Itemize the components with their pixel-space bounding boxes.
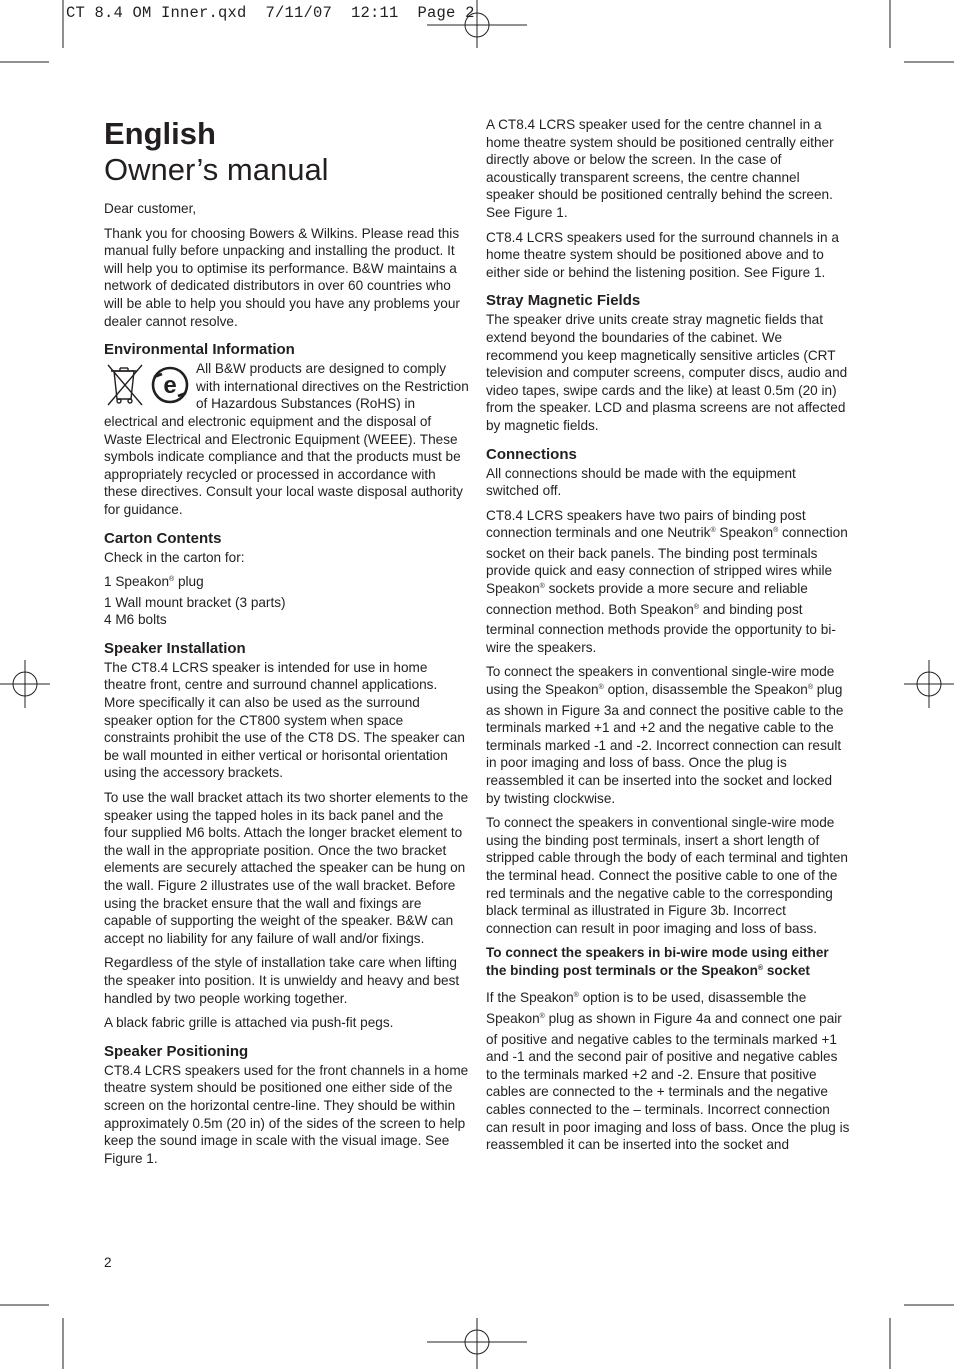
positioning-heading: Speaker Positioning xyxy=(104,1042,249,1060)
page-subtitle: Owner’s manual xyxy=(104,152,329,187)
greeting: Dear customer, xyxy=(104,201,197,216)
carton-heading: Carton Contents xyxy=(104,529,222,547)
stray-magnetic-heading: Stray Magnetic Fields xyxy=(486,292,641,310)
installation-paragraph-4: A black fabric grille is attached via push-fit pegs. xyxy=(104,1015,394,1031)
biwire-paragraph: If the Speakon® option is to be used, disassemble the Speakon® plug as shown in Figure 4a and connect one pair of positive and negative cables to the terminals marked +1 and -1 and the second pair of positive and negative cables to the terminals marked +2 and -2. Ensure that positive cables are connected to the + terminals and the negative cables connected to the – terminals. Incorrect connection can result in poor imaging and loss of bass. Once the plug is reassembled it can be inserted into the socket and xyxy=(486,990,850,1153)
carton-intro: Check in the carton for: xyxy=(104,549,245,565)
page-title: English xyxy=(104,116,216,151)
right-column xyxy=(486,116,850,1154)
environmental-symbols xyxy=(104,363,192,407)
carton-list xyxy=(104,573,470,629)
page-number: 2 xyxy=(104,1255,112,1270)
installation-paragraph-2: To use the wall bracket attach its two shorter elements to the speaker using the tapped holes in its back panel and the four supplied M6 bolts. Attach the longer bracket element to the wall in the appropriate position. Once the two bracket elements are securely attached the speaker can be hung on the wall. Figure 2 illustrates use of the wall bracket. Before using the bracket ensure that the wall and fixings are capable of supporting the weight of the speaker. B&W can accept no liability for any failure of wall and/or fixings. xyxy=(104,790,469,946)
svg-text:e: e xyxy=(163,372,177,400)
connections-paragraph-2: CT8.4 LCRS speakers have two pairs of binding post connection terminals and one Neutrik® Speakon® connection socket on their back panels. The binding post terminals provide quick and easy connection of stripped wires while Speakon® sockets provide a more secure and reliable connection method. Both Speakon® and binding post terminal connection methods provide the opportunity to bi-wire the speakers. xyxy=(486,507,848,655)
environmental-text: All B&W products are designed to comply with international directives on the Restriction of Hazardous Substances (RoHS) in electrical and electronic equipment and the disposal of Waste Electrical and Electronic Equipment (WEEE). These symbols indicate compliance and that the products must be appropriately recycled or processed in accordance with these directives. Consult your local waste disposal authority for guidance. xyxy=(104,361,469,517)
connections-paragraph-1: All connections should be made with the equipment switched off. xyxy=(486,465,796,499)
rohs-e-recycling-icon xyxy=(153,368,187,402)
connections-heading: Connections xyxy=(486,445,577,463)
connections-paragraph-3: To connect the speakers in conventional single-wire mode using the Speakon® option, disassemble the Speakon® plug as shown in Figure 3a and connect the positive cable to the terminals marked +1 and +2 and the negative cable to the terminals marked -1 and -2. Incorrect connection can result in poor imaging and loss of bass. Once the plug is reassembled it can be inserted into the socket and locked by twisting clockwise. xyxy=(486,664,844,806)
carton-item-plug: 1 Speakon® plug xyxy=(104,574,204,590)
crossed-out-wheelie-bin-icon xyxy=(108,365,142,405)
positioning-paragraph-3: CT8.4 LCRS speakers used for the surround channels in a home theatre system should be positioned above and to either side or behind the listening position. See Figure 1. xyxy=(486,229,839,280)
environmental-heading: Environmental Information xyxy=(104,341,295,359)
installation-heading: Speaker Installation xyxy=(104,639,246,657)
biwire-heading: To connect the speakers in bi-wire mode using either the binding post terminals or the Speakon® socket xyxy=(486,945,829,978)
left-column xyxy=(104,116,470,1174)
positioning-paragraph-1: CT8.4 LCRS speakers used for the front channels in a home theatre system should be positioned one either side of the screen on the horizontal centre-line. They should be within approximately 0.5m (20 in) of the sides of the screen to help keep the sound image in scale with the visual image. See Figure 1. xyxy=(104,1062,469,1166)
installation-paragraph-1: The CT8.4 LCRS speaker is intended for use in home theatre front, centre and surround channel applications. More specifically it can also be used as the surround speaker option for the CT800 system when space constraints prohibit the use of the CT8 DS. The speaker can be wall mounted in either vertical or horisontal orientation using the accessory brackets. xyxy=(104,659,465,781)
stray-magnetic-paragraph: The speaker drive units create stray magnetic fields that extend beyond the boundaries of the cabinet. We recommend you keep magnetically sensitive articles (CRT television and computer screens, computer discs, audio and video tapes, swipe cards and the like) at least 0.5m (20 in) from the speaker. LCD and plasma screens are not affected by magnetic fields. xyxy=(486,312,848,433)
environmental-section xyxy=(104,360,470,518)
intro-paragraph: Thank you for choosing Bowers & Wilkins. Please read this manual fully before unpacking and installing the product. It will help you to optimise its performance. B&W maintains a network of dedicated distributors in over 60 countries who will be able to help you should you have any problems your dealer cannot resolve. xyxy=(104,225,460,329)
carton-item-bracket: 1 Wall mount bracket (3 parts) xyxy=(104,594,286,610)
connections-paragraph-4: To connect the speakers in conventional single-wire mode using the binding post terminals, insert a short length of stripped cable through the body of each terminal and tighten the terminal head. Connect the positive cable to one of the red terminals and the negative cable to the corresponding black terminal as illustrated in Figure 3b. Incorrect connection can result in poor imaging and loss of bass. xyxy=(486,815,848,936)
carton-item-bolts: 4 M6 bolts xyxy=(104,612,167,628)
positioning-paragraph-2: A CT8.4 LCRS speaker used for the centre channel in a home theatre system should be positioned centrally either directly above or below the screen. In the case of acoustically transparent screens, the centre channel speaker should be positioned centrally behind the screen. See Figure 1. xyxy=(486,117,834,220)
file-slug: CT 8.4 OM Inner.qxd 7/11/07 12:11 Page 2 xyxy=(66,4,475,22)
installation-paragraph-3: Regardless of the style of installation take care when lifting the speaker into position. It is unwieldy and heavy and best handled by two people working together. xyxy=(104,955,460,1006)
